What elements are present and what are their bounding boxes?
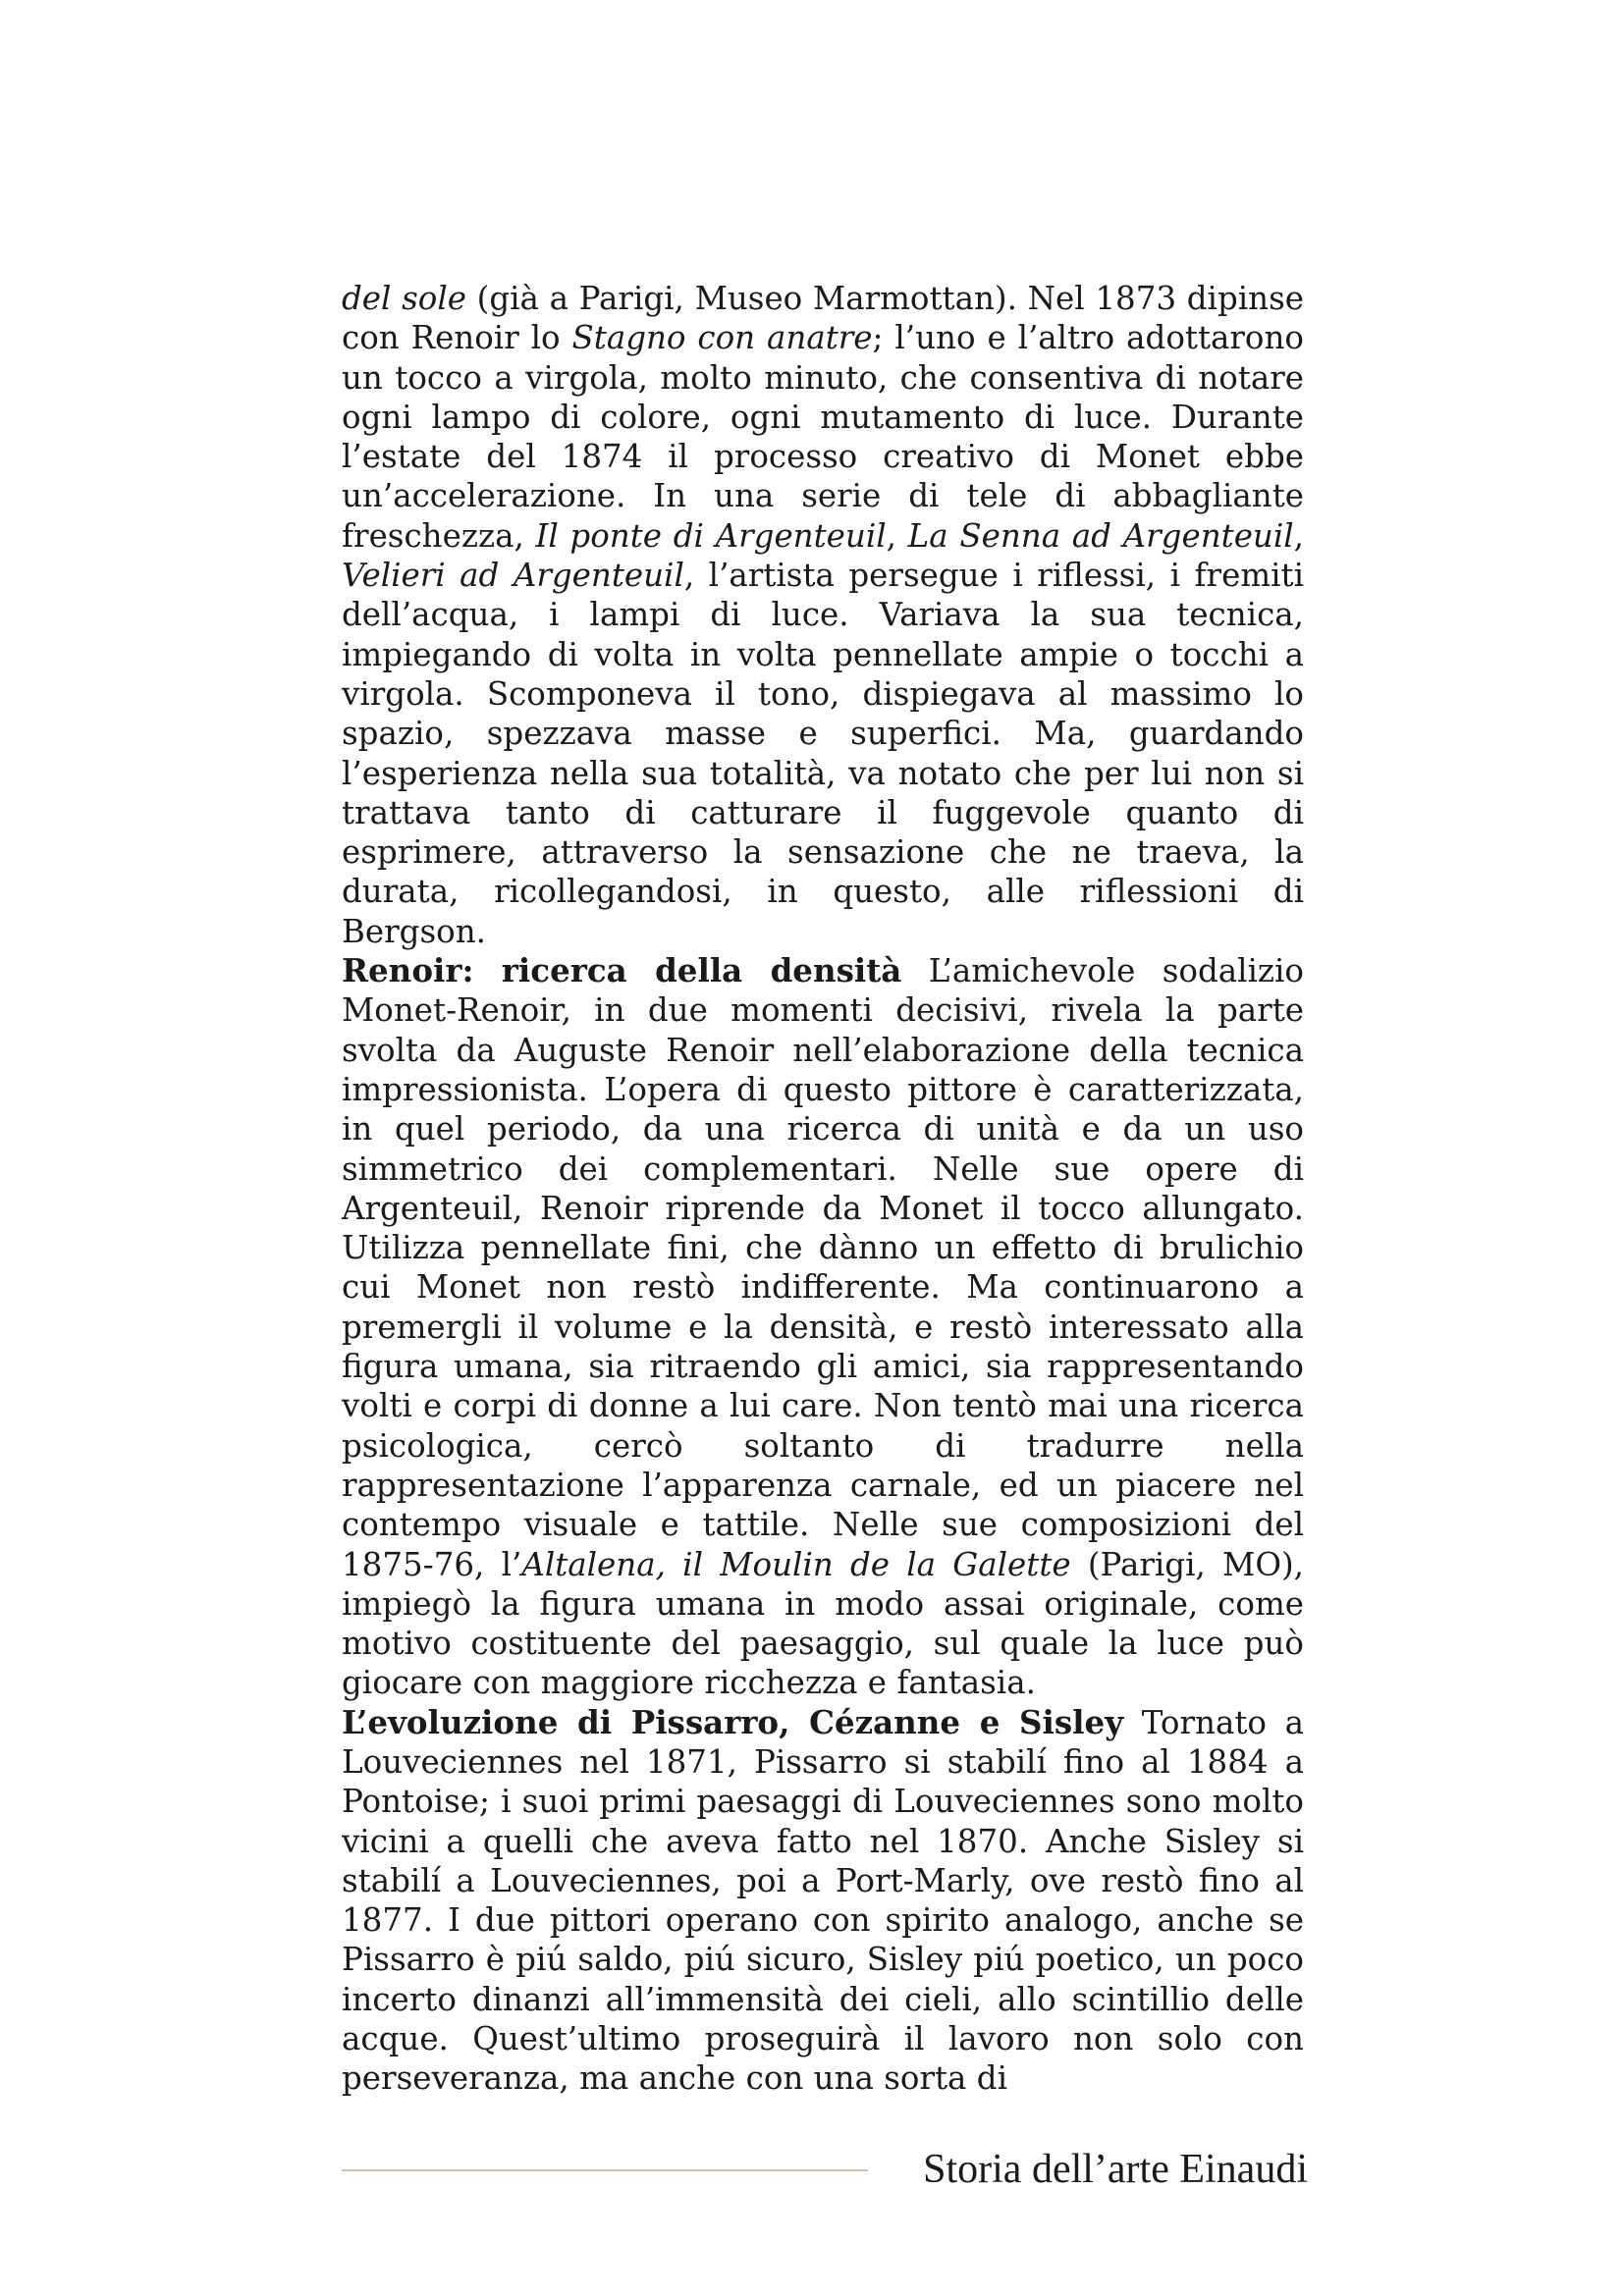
footer-title: Storia dell’arte Einaudi [923, 2147, 1308, 2192]
text-run: L’amichevole sodalizio Monet-Renoir, in due momenti decisivi, rivela la parte svolta da Auguste Renoir nell’elaborazione della tecnica impressionista. L’opera di questo pittore è caratterizzata, in quel periodo, da una ricerca di unità e da un uso simmetrico dei complementari. Nelle sue opere di Argenteuil, Renoir riprende da Monet il tocco allungato. Utilizza pennellate fini, che dànno un effetto di brulichio cui Monet non restò indifferente. Ma continuarono a premergli il volume e la densità, e restò interessato alla figura umana, sia ritraendo gli amici, sia rappresentando volti e corpi di donne a lui care. Non tentò mai una ricerca psicologica, cercò soltanto di tradurre nella rappresentazione l’apparenza carnale, ed un piacere nel contempo visuale e tattile. Nelle sue composizioni del 1875-76, l’ [342, 952, 1304, 1583]
italic-title: Il ponte di Argenteuil [535, 516, 887, 555]
body-text [342, 279, 1304, 2099]
paragraph-pissarro-cezanne-sisley [342, 1703, 1304, 2099]
text-run: , [1293, 516, 1304, 555]
text-run: , l’artista persegue i riflessi, i fremiti dell’acqua, i lampi di luce. Variava la sua tecnica, impiegando di volta in volta pennellate ampie o tocchi a virgola. Scomponeva il tono, dispiegava al massimo lo spazio, spezzava masse e superfici. Ma, guardando l’esperienza nella sua totalità, va notato che per lui non si trattava tanto di catturare il fuggevole quanto di esprimere, attraverso la sensazione che ne traeva, la durata, ricollegandosi, in questo, alle riflessioni di Bergson. [342, 557, 1304, 950]
paragraph-monet [342, 279, 1304, 951]
text-run: (Parigi, MO), impiegò la figura umana in modo assai originale, come motivo costituente del paesaggio, sul quale la luce può giocare con maggiore ricchezza e fantasia. [342, 1545, 1304, 1702]
text-run: ; l’uno e l’altro adottarono un tocco a virgola, molto minuto, che consentiva di notare ogni lampo di colore, ogni mutamento di luce. Durante l’estate del 1874 il processo creativo di Monet ebbe un’accelerazione. In una serie di tele di abbagliante freschezza, [342, 319, 1304, 555]
footer-rule [342, 2169, 868, 2171]
italic-title: Altalena, il Moulin de la Galette [521, 1545, 1071, 1583]
text-run: , [886, 516, 908, 555]
paragraph-renoir [342, 951, 1304, 1703]
section-heading: Renoir: ricerca della densità [342, 951, 902, 990]
text-run: Tornato a Louveciennes nel 1871, Pissarro si stabilí fino al 1884 a Pontoise; i suoi primi paesaggi di Louveciennes sono molto vicini a quelli che aveva fatto nel 1870. Anche Sisley si stabilí a Louveciennes, poi a Port-Marly, ove restò fino al 1877. I due pittori operano con spirito analogo, anche se Pissarro è piú saldo, piú sicuro, Sisley piú poetico, un poco incerto dinanzi all’immensità dei cieli, allo scintillio delle acque. Quest’ultimo proseguirà il lavoro non solo con perseveranza, ma anche con una sorta di [342, 1703, 1305, 2098]
text-run: (già a Parigi, Museo Marmottan). Nel 1873 dipinse con Renoir lo [342, 280, 1304, 357]
italic-title: La Senna ad Argenteuil [907, 516, 1294, 555]
italic-title: del sole [342, 280, 466, 317]
italic-title: Velieri ad Argenteuil [342, 557, 684, 595]
italic-title: Stagno con anatre [571, 319, 873, 357]
section-heading: L’evoluzione di Pissarro, Cézanne e Sisley [342, 1702, 1124, 1741]
